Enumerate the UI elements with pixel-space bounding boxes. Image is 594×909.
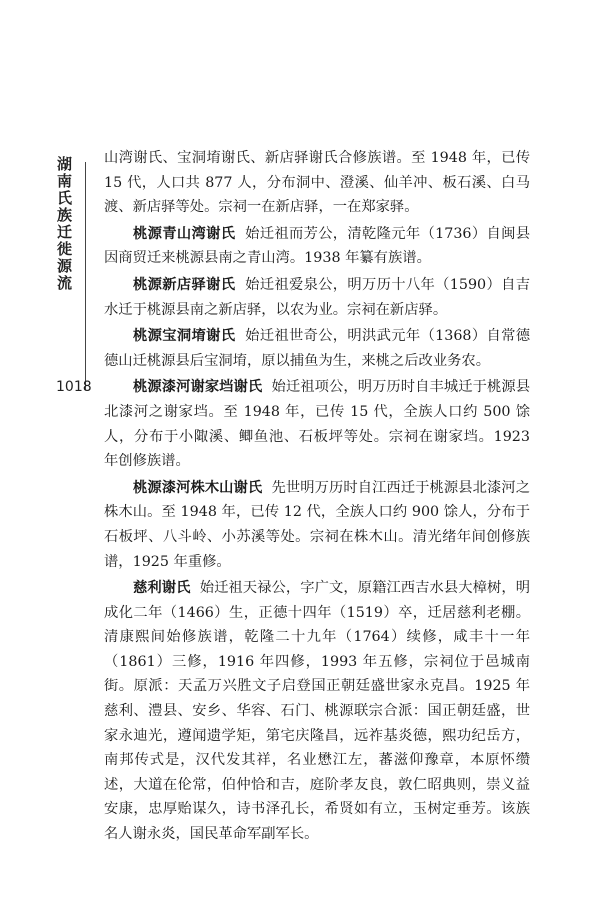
clan-name: 桃源漆河谢家垱谢氏 (133, 379, 263, 396)
clan-name: 桃源漆河株木山谢氏 (133, 479, 263, 496)
entry-text: 始迁祖而芳公，清乾隆元年（1736）自闽县因商贸迁来桃源县南之青山湾。1938 年纂有族谱。 (104, 225, 531, 267)
clan-name: 桃源新店驿谢氏 (133, 276, 236, 293)
clan-name: 桃源青山湾谢氏 (133, 225, 236, 242)
entry-text: 始迁祖世奇公，明洪武元年（1368）自常德德山迁桃源县后宝洞堉，原以捕鱼为生，来桃之后改业务农。 (104, 328, 531, 369)
entry-paragraph (104, 576, 530, 847)
entry-paragraph (104, 375, 530, 473)
page-body (104, 146, 530, 849)
entry-paragraph (104, 222, 530, 271)
entry-text: 始迁祖天禄公，字广文，原籍江西吉水县大樟树，明成化二年（1466）生，正德十四年（1519）卒，迁居慈利老棚。清康熙间始修族谱，乾隆二十九年（1764）续修，咸丰十一年（1861）三修，1916 年四修，1993 年五修，宗祠位于邑城南街。原派：天孟万兴胜文子启登国正朝廷盛世家永克昌。1925 年慈利、澧县、安乡、华容、石门、桃源联宗合派：国正朝廷盛，世家永迪光，遵闻遗学矩，第宅庆隆昌，远祚基炎德，熙功纪岳方，南邦传式是，汉代发其祥，名业懋江左，蕃滋仰豫章，本原怀缵述，大道在伦常，伯仲恰和吉，庭阶孝友良，敦仁昭典则，崇义益安康，忠厚贻谋久，诗书泽孔长，希贤如有立，玉树定垂芳。该族名人谢永炎，国民革命军副军长。 (104, 580, 531, 843)
entry-paragraph (104, 146, 530, 220)
side-divider (85, 162, 86, 390)
book-title: 湖南氏族迁徙源流 (57, 155, 73, 292)
entry-text: 始迁祖项公，明万历时自丰城迁于桃源县北漆河之谢家垱。至 1948 年，已传 15 代，全族人口约 500 馀人，分布于小陬溪、鲫鱼池、石板坪等处。宗祠在谢家垱。1923 年创修族谱。 (104, 379, 531, 470)
entry-text: 始迁祖爱泉公，明万历十八年（1590）自吉水迁于桃源县南之新店驿，以农为业。宗祠在新店驿。 (104, 276, 531, 318)
clan-name: 慈利谢氏 (133, 580, 191, 597)
entry-paragraph (104, 324, 530, 373)
page-number: 1018 (56, 379, 92, 395)
entry-paragraph (104, 273, 530, 322)
entry-text: 先世明万历时自江西迁于桃源县北漆河之株木山。至 1948 年，已传 12 代，全族人口约 900 馀人，分布于石板坪、八斗岭、小苏溪等处。宗祠在株木山。清光绪年间创修族谱，1925 年重修。 (104, 479, 531, 570)
clan-name: 桃源宝洞堉谢氏 (133, 328, 236, 345)
entry-paragraph (104, 476, 530, 574)
entry-text: 山湾谢氏、宝洞堉谢氏、新店驿谢氏合修族谱。至 1948 年，已传 15 代，人口共 877 人，分布洞中、澄溪、仙羊冲、板石溪、白马渡、新店驿等处。宗祠一在新店驿，一在郑家驿。 (104, 150, 530, 216)
